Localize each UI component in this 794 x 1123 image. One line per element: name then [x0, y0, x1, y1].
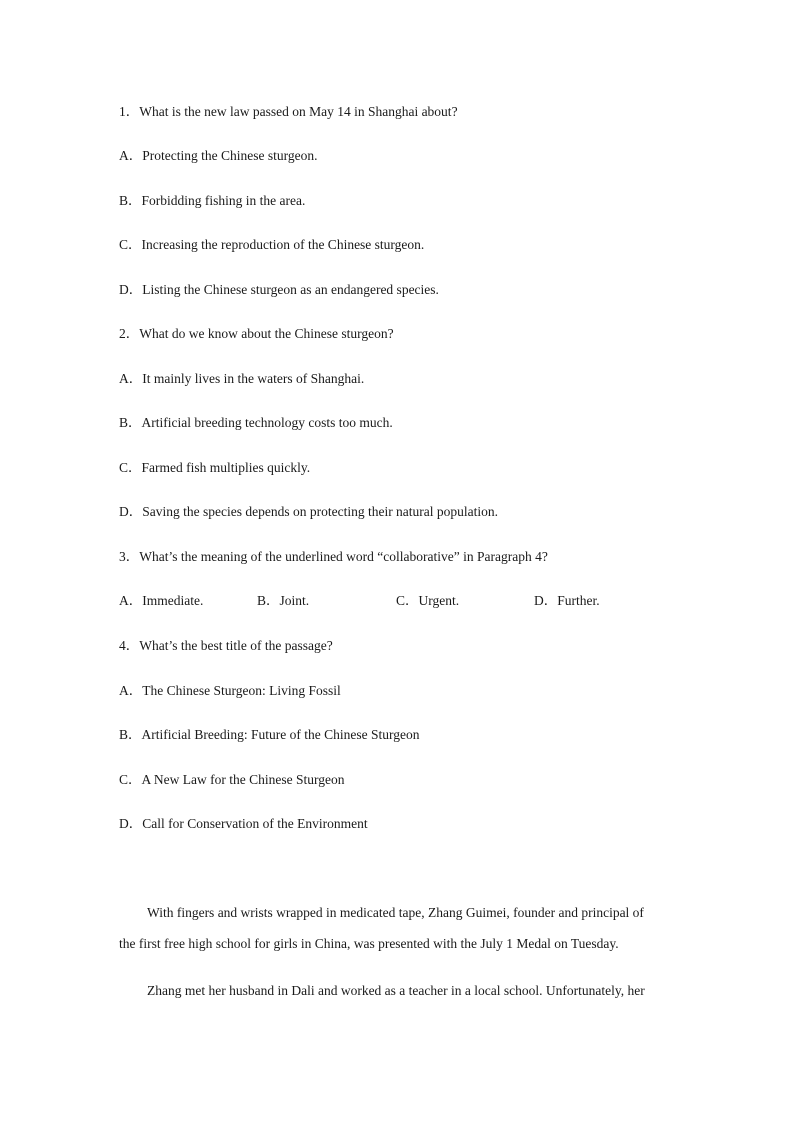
question-1-option-d: D．Listing the Chinese sturgeon as an endangered species.	[119, 282, 439, 297]
question-4-option-c: C．A New Law for the Chinese Sturgeon	[119, 772, 345, 787]
question-4-option-a: A．The Chinese Sturgeon: Living Fossil	[119, 683, 341, 698]
question-4-option-d: D．Call for Conservation of the Environment	[119, 816, 368, 831]
question-3-option-d: D．Further.	[534, 593, 600, 608]
question-1-option-b: B．Forbidding fishing in the area.	[119, 193, 306, 208]
question-2-stem: 2．What do we know about the Chinese sturgeon?	[119, 326, 394, 341]
question-2-option-b: B．Artificial breeding technology costs too much.	[119, 415, 393, 430]
passage-paragraph-1-line-1: With fingers and wrists wrapped in medicated tape, Zhang Guimei, founder and principal of	[147, 905, 644, 920]
question-1-option-a: A．Protecting the Chinese sturgeon.	[119, 148, 318, 163]
passage-paragraph-1-line-2: the first free high school for girls in China, was presented with the July 1 Medal on Tuesday.	[119, 936, 619, 951]
question-1-stem: 1．What is the new law passed on May 14 in Shanghai about?	[119, 104, 458, 119]
question-1-option-c: C．Increasing the reproduction of the Chinese sturgeon.	[119, 237, 425, 252]
question-2-option-c: C．Farmed fish multiplies quickly.	[119, 460, 311, 475]
question-3-option-c: C．Urgent.	[396, 593, 460, 608]
question-2-option-d: D．Saving the species depends on protecting their natural population.	[119, 504, 499, 519]
question-3-option-b: B．Joint.	[257, 593, 310, 608]
question-4-stem: 4．What’s the best title of the passage?	[119, 638, 333, 653]
question-4-option-b: B．Artificial Breeding: Future of the Chinese Sturgeon	[119, 727, 420, 742]
question-2-option-a: A．It mainly lives in the waters of Shanghai.	[119, 371, 365, 386]
question-3-option-a: A．Immediate.	[119, 593, 204, 608]
question-3-stem: 3．What’s the meaning of the underlined word “collaborative” in Paragraph 4?	[119, 549, 548, 564]
passage-paragraph-2-line-1: Zhang met her husband in Dali and worked as a teacher in a local school. Unfortunately, her	[147, 983, 645, 998]
